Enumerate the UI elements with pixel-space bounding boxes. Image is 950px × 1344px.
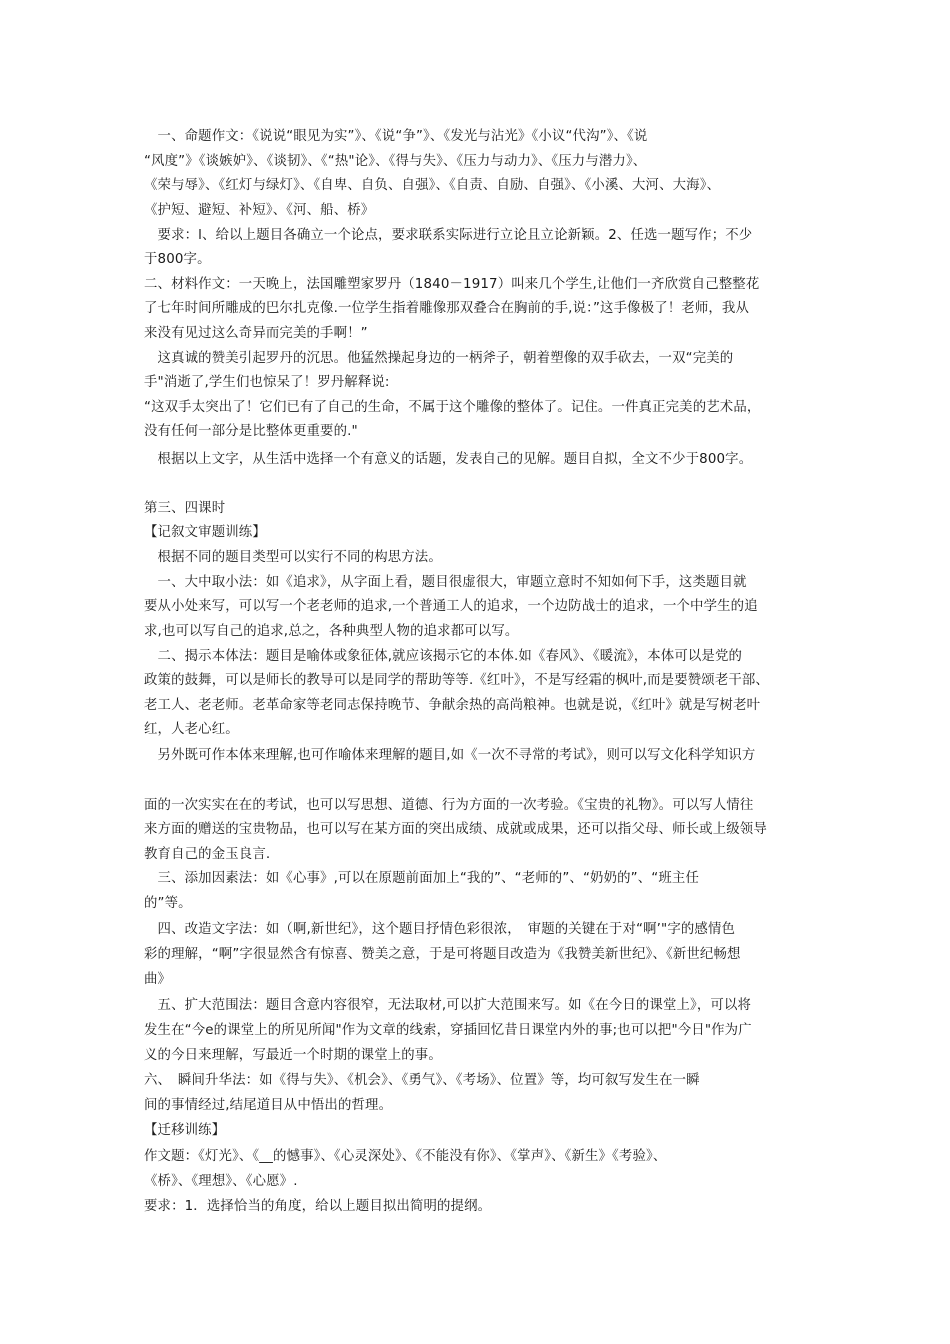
text-line: 《桥》、《理想》、《心愿》.	[144, 1174, 298, 1189]
text-line: 要求：l、给以上题目各确立一个论点，要求联系实际进行立论且立论新颖。2、任选一题写作；不少	[144, 228, 753, 243]
text-line: 手"消逝了,学生们也惊呆了！罗丹解释说:	[144, 375, 390, 390]
text-line: 政策的鼓舞，可以是师长的教导可以是同学的帮助等等.《红叶》，不是写经霜的枫叶,而是要赞颂老干部、	[144, 673, 769, 688]
text-line: 曲》	[144, 972, 172, 987]
text-line: 三、添加因素法：如《心事》,可以在原题前面加上“我的”、“老师的”、“奶奶的”、“班主任	[144, 871, 700, 886]
text-line: 于800字。	[144, 252, 211, 267]
section-heading: 【记叙文审题训练】	[144, 525, 266, 540]
text-line: 要从小处来写，可以写一个老老师的追求,一个普通工人的追求，一个边防战士的追求，一个中学生的追	[144, 599, 758, 614]
text-line: “风度”》《谈嫉妒》、《谈韧》、《“热"论》、《得与失》、《压力与动力》、《压力与潜力》、	[144, 154, 647, 169]
section-heading: 【迁移训练】	[144, 1123, 226, 1138]
text-line: 没有任何一部分是比整体更重要的."	[144, 424, 358, 439]
text-line: 四、改造文字法：如（啊,新世纪》，这个题目抒情色彩很浓， 审题的关键在于对“啊’"字的感情色	[144, 922, 736, 937]
text-line: 面的一次实实在在的考试，也可以写思想、道德、行为方面的一次考验。《宝贵的礼物》。可以写人情往	[144, 798, 754, 813]
text-line: 另外既可作本体来理解,也可作喻体来理解的题目,如《一次不寻常的考试》，则可以写文化科学知识方	[144, 748, 756, 763]
text-line: 义的今日来理解，写最近一个时期的课堂上的事。	[144, 1048, 442, 1063]
text-line: “这双手太突出了！它们已有了自己的生命，不属于这个雕像的整体了。记住。一件真正完美的艺术品，	[144, 400, 761, 415]
text-line: 教育自己的金玉良言.	[144, 847, 271, 862]
text-line: 《荣与辱》、《红灯与绿灯》、《自卑、自负、自强》、《自责、自励、自强》、《小溪、大河、大海》、	[144, 178, 721, 193]
text-line: 要求：1．选择恰当的角度，给以上题目拟出简明的提纲。	[144, 1199, 492, 1214]
text-line: 一、命题作文：《说说“眼见为实”》、《说“争”》、《发光与沾光》《小议“代沟”》、《说	[144, 129, 648, 144]
text-line: 作文题：《灯光》、《__的憾事》、《心灵深处》、《不能没有你》、《掌声》、《新生》《考验》、	[144, 1149, 667, 1164]
text-line: 六、 瞬间升华法：如《得与失》、《机会》、《勇气》、《考场》、位置》等，均可叙写发生在一瞬	[144, 1073, 700, 1088]
text-line: 根据以上文字，从生活中选择一个有意义的话题，发表自己的见解。题目自拟，全文不少于800字。	[144, 452, 753, 467]
text-line: 《护短、避短、补短》、《河、船、桥》	[144, 203, 375, 218]
text-line: 发生在“今e的课堂上的所见所闻"作为文章的线索，穿插回忆昔日课堂内外的事;也可以把"今日"作为广	[144, 1023, 752, 1038]
text-line: 根据不同的题目类型可以实行不同的构思方法。	[144, 550, 442, 565]
text-line: 老工人、老老师。老革命家等老同志保持晚节、争献余热的高尚粮神。也就是说，《红叶》就是写树老叶	[144, 698, 761, 713]
text-line: 红，人老心红。	[144, 722, 239, 737]
text-line: 间的事情经过,结尾道目从中悟出的哲理。	[144, 1098, 393, 1113]
text-line: 来方面的赠送的宝贵物品，也可以写在某方面的突出成绩、成就或成果，还可以指父母、师长或上级领导	[144, 822, 767, 837]
text-line: 二、材料作文：一天晚上，法国雕塑家罗丹（1840－1917）叫来几个学生,让他们一齐欣赏自己整整花	[144, 277, 760, 292]
text-line: 了七年时间所雕成的巴尔扎克像.一位学生指着雕像那双叠合在胸前的手,说：”这手像极了！老师，我从	[144, 301, 749, 316]
text-line: 二、揭示本体法：题目是喻体或象征体,就应该揭示它的本体.如《春风》、《暖流》，本体可以是党的	[144, 649, 743, 664]
text-line: 来没有见过这么奇异而完美的手啊！”	[144, 326, 368, 341]
text-line: 一、大中取小法：如《追求》，从字面上看，题目很虚很大，审题立意时不知如何下手，这类题目就	[144, 575, 747, 590]
text-line: 求,也可以写自己的追求,总之，各种典型人物的追求都可以写。	[144, 624, 519, 639]
text-line: 彩的理解，“啊”字很显然含有惊喜、赞美之意，于是可将题目改造为《我赞美新世纪》、《新世纪畅想	[144, 947, 741, 962]
text-line: 五、扩大范围法：题目含意内容很窄，无法取材,可以扩大范围来写。如《在今日的课堂上》，可以将	[144, 998, 752, 1013]
text-line: 的”等。	[144, 896, 192, 911]
text-line: 这真诚的赞美引起罗丹的沉思。他猛然操起身边的一柄斧子，朝着塑像的双手砍去，一双“完美的	[144, 351, 734, 366]
section-heading: 第三、四课时	[144, 501, 226, 516]
